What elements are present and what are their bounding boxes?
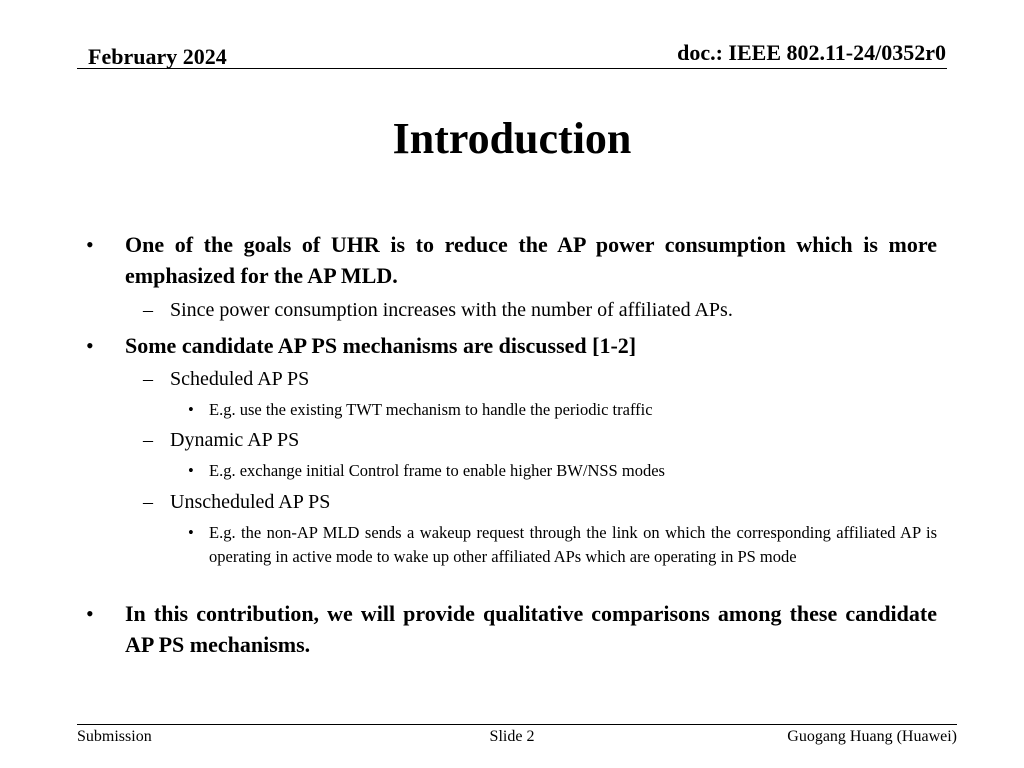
dash-icon: – bbox=[143, 299, 153, 321]
footer-slide-number: Slide 2 bbox=[489, 728, 535, 745]
sub-bullet-dynamic bbox=[143, 427, 940, 453]
sub-bullet-text: Since power consumption increases with the number of affiliated APs. bbox=[170, 299, 733, 321]
detail-text: E.g. exchange initial Control frame to enable higher BW/NSS modes bbox=[209, 461, 665, 480]
bullet-text: One of the goals of UHR is to reduce the AP power consumption which is more emphasized for the AP MLD. bbox=[125, 232, 937, 288]
bullet-dot-icon: • bbox=[86, 232, 94, 257]
bullet-dot-icon: • bbox=[188, 400, 194, 419]
sub-bullet-text: Unscheduled AP PS bbox=[170, 491, 331, 513]
footer-submission: Submission bbox=[77, 728, 152, 745]
footer-divider bbox=[77, 724, 957, 725]
detail-scheduled bbox=[188, 398, 937, 422]
sub-bullet-text: Scheduled AP PS bbox=[170, 368, 310, 390]
slide-title: Introduction bbox=[392, 114, 632, 163]
detail-unscheduled bbox=[188, 521, 937, 569]
sub-bullet-reason bbox=[143, 297, 940, 323]
bullet-dot-icon: • bbox=[86, 333, 94, 358]
bullet-dot-icon: • bbox=[188, 523, 194, 542]
dash-icon: – bbox=[143, 429, 153, 451]
bullet-text: Some candidate AP PS mechanisms are discussed [1-2] bbox=[125, 333, 637, 358]
bullet-text: In this contribution, we will provide qualitative comparisons among these candidate AP PS mechanisms. bbox=[125, 601, 937, 657]
bullet-dot-icon: • bbox=[188, 461, 194, 480]
detail-text: E.g. the non-AP MLD sends a wakeup request through the link on which the corresponding affiliated AP is operating in active mode to wake up other affiliated APs which are operating in PS mode bbox=[209, 523, 937, 566]
footer-author: Guogang Huang (Huawei) bbox=[787, 728, 957, 745]
detail-text: E.g. use the existing TWT mechanism to handle the periodic traffic bbox=[209, 400, 653, 419]
sub-bullet-text: Dynamic AP PS bbox=[170, 429, 300, 451]
header-date: February 2024 bbox=[88, 44, 227, 69]
dash-icon: – bbox=[143, 491, 153, 513]
detail-dynamic bbox=[188, 459, 937, 483]
sub-bullet-scheduled bbox=[143, 366, 940, 392]
bullet-candidates bbox=[86, 330, 937, 361]
bullet-dot-icon: • bbox=[86, 601, 94, 626]
bullet-contribution bbox=[86, 598, 937, 660]
dash-icon: – bbox=[143, 368, 153, 390]
header-doc-id: doc.: IEEE 802.11-24/0352r0 bbox=[677, 40, 946, 65]
bullet-goal bbox=[86, 229, 937, 291]
sub-bullet-unscheduled bbox=[143, 489, 940, 515]
